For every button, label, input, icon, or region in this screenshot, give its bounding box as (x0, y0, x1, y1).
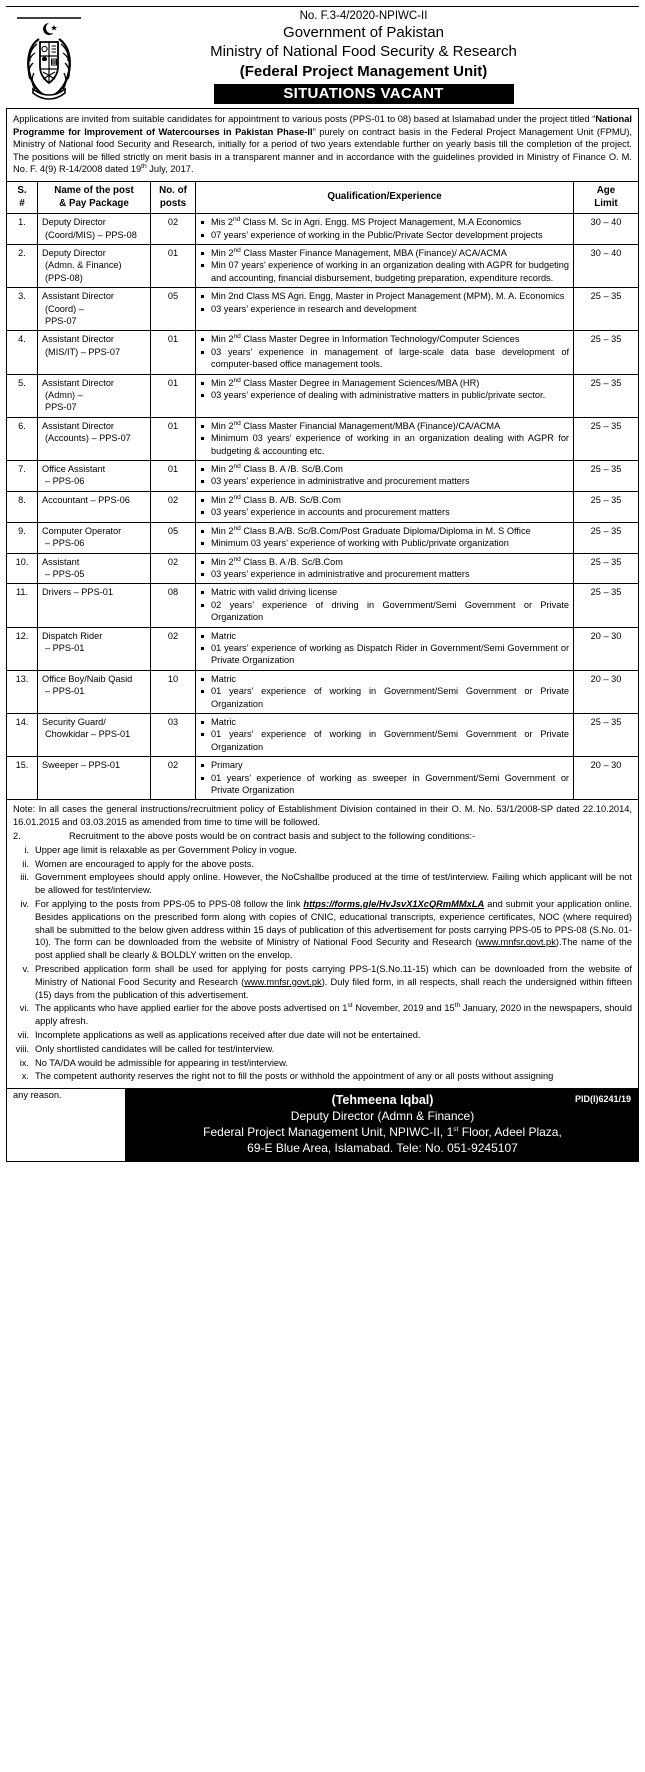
post-name-line: PPS-07 (45, 316, 77, 326)
qualification-item: Min 2nd Class B. A /B. Sc/B.Com (200, 556, 569, 568)
condition-item (13, 898, 632, 962)
qualification-item: 01 years’ experience of working in Government/Semi Government or Private Organization (200, 685, 569, 710)
cell-no-of-posts: 01 (151, 374, 196, 417)
post-name-line: Office Boy/Naib Qasid (42, 673, 133, 684)
footer (6, 1089, 639, 1162)
post-name-line: Dispatch Rider (42, 630, 103, 641)
condition-marker: vi. (19, 1003, 29, 1014)
col-no-of-posts (151, 181, 196, 213)
cell-qualification (196, 627, 574, 670)
cell-age-limit: 25 – 35 (574, 584, 639, 627)
post-name-line: Deputy Director (42, 247, 106, 258)
document-header (6, 6, 639, 105)
cell-post-name (38, 244, 151, 287)
col-age-line2: Limit (594, 197, 618, 209)
intro-part3: July, 2017. (146, 164, 194, 175)
signatory-designation: Deputy Director (Admn & Finance) (290, 1109, 475, 1124)
qualification-list (200, 630, 569, 667)
cell-qualification (196, 417, 574, 460)
cell-age-limit: 25 – 35 (574, 713, 639, 756)
cell-post-name (38, 214, 151, 245)
table-row (7, 214, 639, 245)
cell-post-name (38, 491, 151, 522)
condition-item (13, 1070, 632, 1083)
table-row (7, 374, 639, 417)
qualification-item: 01 years’ experience of working as sweeper in Government/Semi Government or Private Organization (200, 772, 569, 797)
cell-qualification (196, 757, 574, 800)
condition-text: The competent authority reserves the right not to fill the posts or withhold the appointment of any or all posts without assigning (35, 1071, 554, 1082)
cell-age-limit: 25 – 35 (574, 553, 639, 584)
post-name-line: PPS-07 (45, 402, 77, 413)
cell-no-of-posts: 01 (151, 244, 196, 287)
cell-serial-number: 6. (7, 417, 38, 460)
cell-qualification (196, 522, 574, 553)
qualification-item: Min 2nd Class Master Finance Management, MBA (Finance)/ ACA/ACMA (200, 247, 569, 259)
cell-qualification (196, 584, 574, 627)
table-row (7, 288, 639, 331)
cell-post-name (38, 331, 151, 374)
pakistan-state-emblem-icon (6, 9, 92, 105)
table-row (7, 584, 639, 627)
condition-marker: iv. (20, 898, 29, 909)
cell-no-of-posts: 02 (151, 627, 196, 670)
cell-serial-number: 1. (7, 214, 38, 245)
address-ordinal-suffix: st (453, 1126, 459, 1134)
qualification-item: Minimum 03 years’ experience of working in an organization dealing with AGPR for budgeting & accounting etc. (200, 432, 569, 457)
footer-tail-text: any reason. (6, 1089, 126, 1162)
post-name-line: – PPS-06 (45, 476, 85, 487)
post-name-line: Accountant – PPS-06 (42, 494, 130, 505)
qualification-item: Matric (200, 630, 569, 642)
table-row (7, 553, 639, 584)
col-serial-line2: # (19, 197, 25, 209)
cell-post-name (38, 757, 151, 800)
post-name-line: (PPS-08) (45, 272, 83, 283)
cell-age-limit: 30 – 40 (574, 214, 639, 245)
condition-item (13, 1002, 632, 1028)
table-row (7, 522, 639, 553)
general-note: Note: In all cases the general instructions/recruitment policy of Establishment Division contained in their O. M. No. 53/1/2008-SP dated 22.10.2014, 16.01.2015 and 03.03.2015 as amended from time to time will be followed. (13, 804, 632, 828)
condition-item (13, 858, 632, 871)
address-pre: Federal Project Management Unit, NPIWC-II, 1 (203, 1125, 454, 1140)
cell-no-of-posts: 10 (151, 670, 196, 713)
condition-item (13, 844, 632, 857)
cell-serial-number: 11. (7, 584, 38, 627)
qualification-item: 03 years’ experience in administrative and procurement matters (200, 568, 569, 580)
cell-post-name (38, 461, 151, 492)
cell-post-name (38, 288, 151, 331)
qualification-list (200, 333, 569, 370)
qualification-item: Min 2nd Class Master Degree in Management Sciences/MBA (HR) (200, 377, 569, 389)
intro-ordinal-suffix: th (141, 163, 147, 171)
condition-marker: viii. (15, 1043, 29, 1054)
qualification-item: 02 years’ experience of driving in Government/Semi Government or Private Organization (200, 599, 569, 624)
condition-marker: x. (21, 1071, 29, 1082)
condition-item (13, 1029, 632, 1042)
condition-marker: ix. (19, 1057, 29, 1068)
note-item-2-marker: 2. (13, 831, 21, 841)
qualification-list (200, 290, 569, 315)
cell-post-name (38, 374, 151, 417)
qualification-list (200, 525, 569, 550)
cell-no-of-posts: 01 (151, 461, 196, 492)
qualification-item: Min 2nd Class B. A/B. Sc/B.Com (200, 494, 569, 506)
signature-block (126, 1089, 639, 1162)
condition-text[interactable]: For applying to the posts from PPS-05 to PPS-08 follow the link https://forms.gle/HvJsvX1XcQRmMMxLA and submit your application online. Besides applications on the prescribed form along with copies of CNIC, educational transcripts, experience certificates, NOC (where required) shall be submitted to the below given address within 15 days of publication of this advertisement for posts carrying PPS-05 to PPS-08 (S.No. 01-10). The form can be downloaded from the website of Ministry of National Food Security and Research (www.mnfsr.govt.pk).The name of the post applied shall be clearly & BOLDLY written on the envelop. (35, 898, 632, 961)
col-qualification: Qualification/Experience (196, 181, 574, 213)
qualification-item: 01 years’ experience of working as Dispatch Rider in Government/Semi Government or Private Organization (200, 642, 569, 667)
qualification-item: Min 2nd Class Master Financial Management/MBA (Finance)/CA/ACMA (200, 420, 569, 432)
post-name-line: – PPS-05 (45, 568, 85, 579)
cell-qualification (196, 244, 574, 287)
cell-qualification (196, 288, 574, 331)
qualification-item: Matric (200, 673, 569, 685)
cell-post-name (38, 522, 151, 553)
qualification-item: Primary (200, 759, 569, 771)
qualification-list (200, 420, 569, 457)
condition-text: Women are encouraged to apply for the above posts. (35, 858, 254, 869)
office-address-line2: 69-E Blue Area, Islamabad. Tele: No. 051-9245107 (247, 1141, 518, 1156)
note-item-2 (13, 830, 632, 843)
qualification-item: Min 2nd Class Master Degree in Information Technology/Computer Sciences (200, 333, 569, 345)
cell-no-of-posts: 02 (151, 553, 196, 584)
cell-serial-number: 2. (7, 244, 38, 287)
table-row (7, 491, 639, 522)
cell-no-of-posts: 02 (151, 757, 196, 800)
post-name-line: Chowkidar – PPS-01 (45, 729, 131, 740)
qualification-item: 03 years’ experience of dealing with administrative matters in public/private sector. (200, 389, 569, 401)
post-name-line: Computer Operator (42, 525, 122, 536)
qualification-item: Min 2nd Class B.A/B. Sc/B.Com/Post Graduate Diploma/Diploma in M. S Office (200, 525, 569, 537)
col-post-name (38, 181, 151, 213)
cell-age-limit: 25 – 35 (574, 522, 639, 553)
cell-qualification (196, 491, 574, 522)
post-name-line: (Coord) – (45, 303, 84, 314)
cell-serial-number: 8. (7, 491, 38, 522)
cell-age-limit: 30 – 40 (574, 244, 639, 287)
post-name-line: Deputy Director (42, 217, 106, 228)
cell-age-limit: 25 – 35 (574, 461, 639, 492)
condition-marker: iii. (20, 872, 29, 883)
table-row (7, 244, 639, 287)
qualification-item: 01 years’ experience of working in Government/Semi Government or Private Organization (200, 728, 569, 753)
intro-part2: ” purely on contract basis in the Federal Project Management Unit (FPMU), Ministry of National food Security and Research, initially for a period of two years extendable further on yearly basis till the completion of the project. The positions will be filled strictly on merit basis in a transparent manner and in accordance with the guidelines provided in Ministry of Finance O. M. No. F. 4(9) R-14/2008 dated 19 (13, 126, 633, 175)
table-row (7, 417, 639, 460)
qualification-item: 07 years’ experience of working in the Public/Private Sector development projects (200, 229, 569, 241)
qualification-item: 03 years’ experience in research and development (200, 303, 569, 315)
post-name-line: (Coord/MIS) – PPS-08 (45, 229, 137, 240)
note-item-2-text: Recruitment to the above posts would be on contract basis and subject to the following conditions:- (69, 831, 476, 841)
project-title: National Programme for Improvement of Watercourses in Pakistan Phase-II (13, 114, 632, 137)
condition-text: Upper age limit is relaxable as per Government Policy in vogue. (35, 844, 297, 855)
post-name-line: (Accounts) – PPS-07 (45, 433, 131, 444)
col-post-line1: Name of the post (54, 184, 134, 196)
cell-post-name (38, 713, 151, 756)
pid-number: PID(I)6241/19 (574, 1094, 631, 1105)
cell-age-limit: 20 – 30 (574, 627, 639, 670)
cell-age-limit: 25 – 35 (574, 331, 639, 374)
condition-item (13, 1043, 632, 1056)
post-name-line: Assistant Director (42, 334, 114, 345)
qualification-list (200, 494, 569, 519)
cell-qualification (196, 670, 574, 713)
cell-post-name (38, 670, 151, 713)
qualification-item: 03 years’ experience in accounts and procurement matters (200, 506, 569, 518)
post-name-line: (Admn) – (45, 390, 83, 401)
office-address-line1 (134, 1124, 631, 1140)
condition-item (13, 871, 632, 897)
condition-marker: v. (22, 963, 29, 974)
qualification-list (200, 673, 569, 710)
post-name-line: – PPS-06 (45, 538, 85, 549)
cell-qualification (196, 713, 574, 756)
qualification-item: Min 2nd Class B. A /B. Sc/B.Com (200, 463, 569, 475)
cell-age-limit: 20 – 30 (574, 670, 639, 713)
signatory-name: (Tehmeena Iqbal) (331, 1093, 434, 1108)
cell-serial-number: 3. (7, 288, 38, 331)
qualification-item: Matric with valid driving license (200, 586, 569, 598)
condition-text: Only shortlisted candidates will be called for test/interview. (35, 1043, 275, 1054)
post-name-line: Sweeper – PPS-01 (42, 760, 121, 771)
cell-serial-number: 12. (7, 627, 38, 670)
condition-item (13, 963, 632, 1001)
intro-block (6, 108, 639, 181)
qualification-list (200, 216, 569, 241)
cell-serial-number: 7. (7, 461, 38, 492)
table-row (7, 331, 639, 374)
cell-post-name (38, 553, 151, 584)
cell-serial-number: 10. (7, 553, 38, 584)
table-row (7, 670, 639, 713)
qualification-list (200, 586, 569, 623)
condition-marker: i. (24, 844, 29, 855)
qualification-list (200, 556, 569, 581)
conditions-list (13, 844, 632, 1083)
qualification-list (200, 247, 569, 284)
qualification-list (200, 759, 569, 796)
file-number: No. F.3-4/2020-NPIWC-II (299, 10, 428, 22)
condition-text[interactable]: Prescribed application form shall be used for applying for posts carrying PPS-1(S.No.11-15) which can be downloaded from the website of Ministry of National Food Security and Research (www.mnfsr.govt.pk). Duly filed form, in all respects, shall reach the undersigned within fifteen (15) days from the publication of this advertisement. (35, 963, 632, 1000)
table-header-row (7, 181, 639, 213)
post-name-line: Office Assistant (42, 464, 106, 475)
condition-text: Government employees should apply online. However, the NoCshallbe produced at the time of test/interview. Failing which applicant will be not be allowed for test/interview. (35, 872, 632, 896)
condition-text: The applicants who have applied earlier for the above posts advertised on 1st November, 2019 and 15th January, 2020 in the newspapers, should apply afresh. (35, 1002, 632, 1027)
cell-no-of-posts: 08 (151, 584, 196, 627)
col-posts-line1: No. of (159, 184, 187, 196)
qualification-item: Minimum 03 years’ experience of working with Public/private organization (200, 537, 569, 549)
vacancies-table (6, 181, 639, 800)
post-name-line: Assistant (42, 556, 80, 567)
cell-no-of-posts: 02 (151, 491, 196, 522)
cell-serial-number: 15. (7, 757, 38, 800)
cell-serial-number: 9. (7, 522, 38, 553)
unit-title: (Federal Project Management Unit) (239, 63, 488, 80)
table-header (7, 181, 639, 213)
notes-block (6, 800, 639, 1089)
cell-no-of-posts: 05 (151, 288, 196, 331)
qualification-list (200, 463, 569, 488)
cell-age-limit: 25 – 35 (574, 491, 639, 522)
cell-qualification (196, 553, 574, 584)
qualification-item: 03 years’ experience in administrative and procurement matters (200, 475, 569, 487)
condition-marker: ii. (22, 858, 29, 869)
post-name-line: Assistant Director (42, 291, 114, 302)
table-row (7, 461, 639, 492)
post-name-line: Security Guard/ (42, 716, 106, 727)
col-age-line1: Age (596, 184, 616, 196)
col-serial-line1: S. (17, 184, 27, 196)
cell-post-name (38, 584, 151, 627)
col-post-line2: & Pay Package (59, 197, 129, 209)
post-name-line: – PPS-01 (45, 642, 85, 653)
col-posts-line2: posts (159, 197, 187, 209)
cell-qualification (196, 461, 574, 492)
condition-text: Incomplete applications as well as applications received after due date will not be entertained. (35, 1029, 421, 1040)
cell-no-of-posts: 02 (151, 214, 196, 245)
table-row (7, 757, 639, 800)
table-row (7, 627, 639, 670)
cell-age-limit: 25 – 35 (574, 288, 639, 331)
cell-qualification (196, 331, 574, 374)
cell-serial-number: 14. (7, 713, 38, 756)
government-title: Government of Pakistan (283, 24, 444, 41)
qualification-item: Min 2nd Class MS Agri. Engg, Master in Project Management (MPM), M. A. Economics (200, 290, 569, 302)
cell-serial-number: 4. (7, 331, 38, 374)
col-age-limit (574, 181, 639, 213)
qualification-item: Mis 2nd Class M. Sc in Agri. Engg. MS Project Management, M.A Economics (200, 216, 569, 228)
qualification-item: Matric (200, 716, 569, 728)
cell-serial-number: 5. (7, 374, 38, 417)
intro-part1: Applications are invited from suitable candidates for appointment to various posts (PPS-01 to 08) based at Islamabad under the project titled “ (13, 114, 596, 124)
intro-paragraph (13, 113, 632, 176)
qualification-list (200, 377, 569, 402)
cell-serial-number: 13. (7, 670, 38, 713)
condition-marker: vii. (17, 1029, 29, 1040)
cell-age-limit: 20 – 30 (574, 757, 639, 800)
post-name-line: (MIS/IT) – PPS-07 (45, 346, 121, 357)
cell-no-of-posts: 05 (151, 522, 196, 553)
post-name-line: Assistant Director (42, 420, 114, 431)
cell-age-limit: 25 – 35 (574, 417, 639, 460)
condition-text: No TA/DA would be admissible for appearing in test/interview. (35, 1057, 288, 1068)
post-name-line: – PPS-01 (45, 686, 85, 697)
qualification-list (200, 716, 569, 753)
cell-no-of-posts: 03 (151, 713, 196, 756)
condition-item (13, 1057, 632, 1070)
qualification-item: Min 07 years’ experience of working in an organization dealing with AGPR for budgeting and accounting, financial disbursement, budgeting preparation, expenditure records. (200, 259, 569, 284)
table-row (7, 713, 639, 756)
cell-qualification (196, 374, 574, 417)
post-name-line: (Admn. & Finance) (45, 260, 122, 271)
col-serial-number (7, 181, 38, 213)
cell-no-of-posts: 01 (151, 417, 196, 460)
cell-no-of-posts: 01 (151, 331, 196, 374)
address-post: Floor, Adeel Plaza, (458, 1125, 562, 1140)
ministry-title: Ministry of National Food Security & Research (210, 43, 517, 60)
qualification-item: 03 years’ experience in management of large-scale data base development of computer-based office management tools. (200, 346, 569, 371)
cell-post-name (38, 627, 151, 670)
cell-age-limit: 25 – 35 (574, 374, 639, 417)
post-name-line: Assistant Director (42, 377, 114, 388)
table-body (7, 214, 639, 800)
cell-post-name (38, 417, 151, 460)
post-name-line: Drivers – PPS-01 (42, 587, 113, 598)
cell-qualification (196, 214, 574, 245)
situations-vacant-banner: SITUATIONS VACANT (214, 84, 514, 104)
